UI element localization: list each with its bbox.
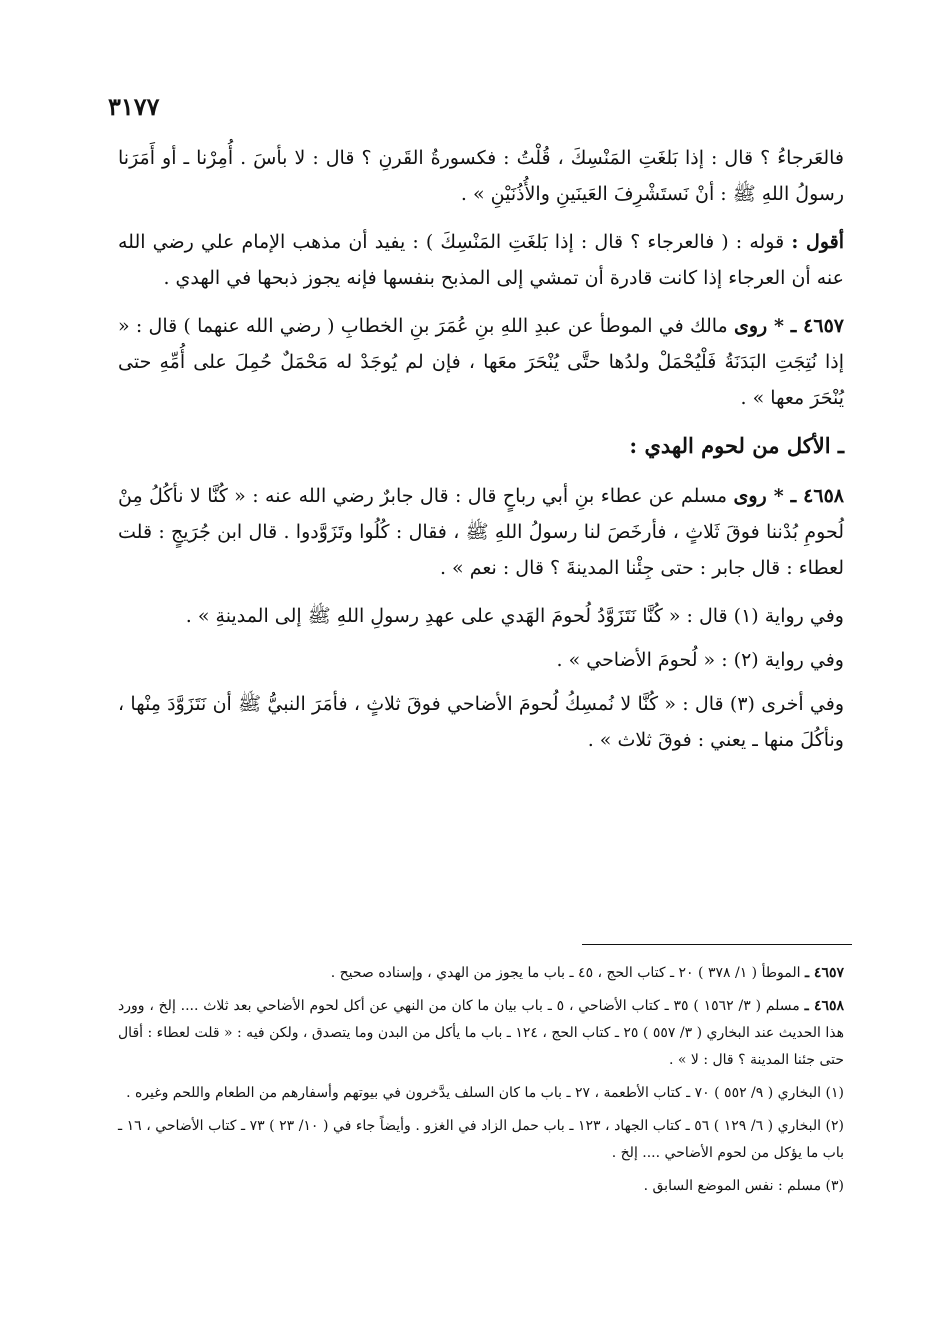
paragraph-hadith-continuation: فالعَرجاءُ ؟ قال : إذا بَلغَتِ المَنْسِكَ ، قُلْتُ : فكسورةُ القَرنِ ؟ قال : لا بأسَ . أُمِرْنا ـ أو أَمَرَنا رسولُ اللهِ ﷺ : أنْ نَستَشْرِفَ العَينَينِ والأُذُنَيْنِ » .: [118, 147, 844, 205]
footnote-3: (٣) مسلم : نفس الموضع السابق .: [643, 1178, 844, 1194]
paragraph-commentary: [118, 224, 844, 296]
paragraph-narration-2: وفي رواية (٢) : « لُحومَ الأضاحي » .: [556, 649, 844, 671]
hadith-4658-label: ٤٦٥٨ ـ * روى: [733, 485, 844, 507]
footnote-4657: [118, 960, 844, 987]
paragraph-narration-1: وفي رواية (١) قال : « كُنَّا نَتَزَوَّدُ لُحومَ الهَدي على عهدِ رسولِ اللهِ ﷺ إلى المدينةِ » .: [185, 605, 844, 627]
paragraph-hadith-4658: [118, 478, 844, 586]
footnote-1: (١) البخاري ( ٩/ ٥٥٢ ) ٧٠ ـ كتاب الأطعمة ، ٢٧ ـ باب ما كان السلف يدَّخرون في بيوتهم وأسفارهم من الطعام واللحم وغيره .: [126, 1085, 844, 1101]
hadith-4657-label: ٤٦٥٧ ـ * روى: [733, 315, 844, 337]
paragraph-narration-3: وفي أخرى (٣) قال : « كُنَّا لا نُمسِكُ لُحومَ الأضاحي فوقَ ثلاثٍ ، فأمَرَ النبيُّ ﷺ أن نَتَزَوَّدَ مِنْها ، ونأكُلَ منها ـ يعني : فوقَ ثلاث » .: [118, 693, 844, 751]
commentary-label: أقول :: [791, 231, 844, 253]
footnote-2: (٢) البخاري ( ٦/ ١٢٩ ) ٥٦ ـ كتاب الجهاد ، ١٢٣ ـ باب حمل الزاد في الغزو . وأيضاً جاء في ( ١٠/ ٢٣ ) ٧٣ ـ كتاب الأضاحي ، ١٦ ـ باب ما يؤكل من لحوم الأضاحي .... إلخ .: [118, 1118, 844, 1161]
main-text: [118, 140, 844, 770]
footnote-4657-text: الموطأ ( ١/ ٣٧٨ ) ٢٠ ـ كتاب الحج ، ٤٥ ـ باب ما يجوز من الهدي ، وإسناده صحيح .: [330, 965, 801, 981]
footnote-4658: [118, 993, 844, 1074]
footnote-4658-label: ٤٦٥٨ ـ: [804, 998, 845, 1014]
footnote-4658-text: مسلم ( ٣/ ١٥٦٢ ) ٣٥ ـ كتاب الأضاحي ، ٥ ـ باب بيان ما كان من النهي عن أكل لحوم الأضاحي بعد ثلاث .... إلخ ، وورد هذا الحديث عند البخاري ( ٣/ ٥٥٧ ) ٢٥ ـ كتاب الحج ، ١٢٤ ـ باب ما يأكل من البدن وما يتصدق ، ولكن فيه : « قلت لعطاء : أقال حتى جئنا المدينة ؟ قال : لا » .: [118, 998, 844, 1068]
commentary-text: قوله : ( فالعرجاء ؟ قال : إذا بَلغَتِ المَنْسِكَ ) : يفيد أن مذهب الإمام علي رضي الله عنه أن العرجاء إذا كانت قادرة أن تمشي إلى المذبح بنفسها فإنه يجوز ذبحها في الهدي .: [118, 231, 844, 289]
paragraph-hadith-4657: [118, 308, 844, 416]
footnote-4657-label: ٤٦٥٧ ـ: [804, 965, 844, 981]
footnote-divider: [582, 944, 852, 945]
section-heading: ـ الأكل من لحوم الهدي :: [629, 433, 844, 458]
hadith-4657-text: مالك في الموطأ عن عبدِ اللهِ بنِ عُمَرَ بنِ الخطابِ ( رضي الله عنهما ) قال : « إذا نُتِجَتِ البَدَنَةُ فَلْيُحْمَلْ ولدُها حتَّى يُنْحَرَ معَها ، فإن لم يُوجَدْ له مَحْمَلٌ حُمِلَ على أُمِّهِ حتى يُنْحَرَ معها » .: [118, 315, 844, 409]
footnotes: [118, 960, 844, 1206]
hadith-4658-text: مسلم عن عطاء بنِ أبي رباحٍ قال : قال جابرٌ رضي الله عنه : « كُنَّا لا نأكُلُ مِنْ لُحومِ بُدْننا فوقَ ثَلاثٍ ، فأرخَصَ لنا رسولُ اللهِ ﷺ ، فقال : كُلُوا وتَزَوَّدوا . قال ابن جُرَيجٍ : قلت لعطاء : قال جابر : حتى جِئْنا المدينةَ ؟ قال : نعم » .: [118, 485, 844, 579]
page-number: ٣١٧٧: [108, 92, 160, 121]
